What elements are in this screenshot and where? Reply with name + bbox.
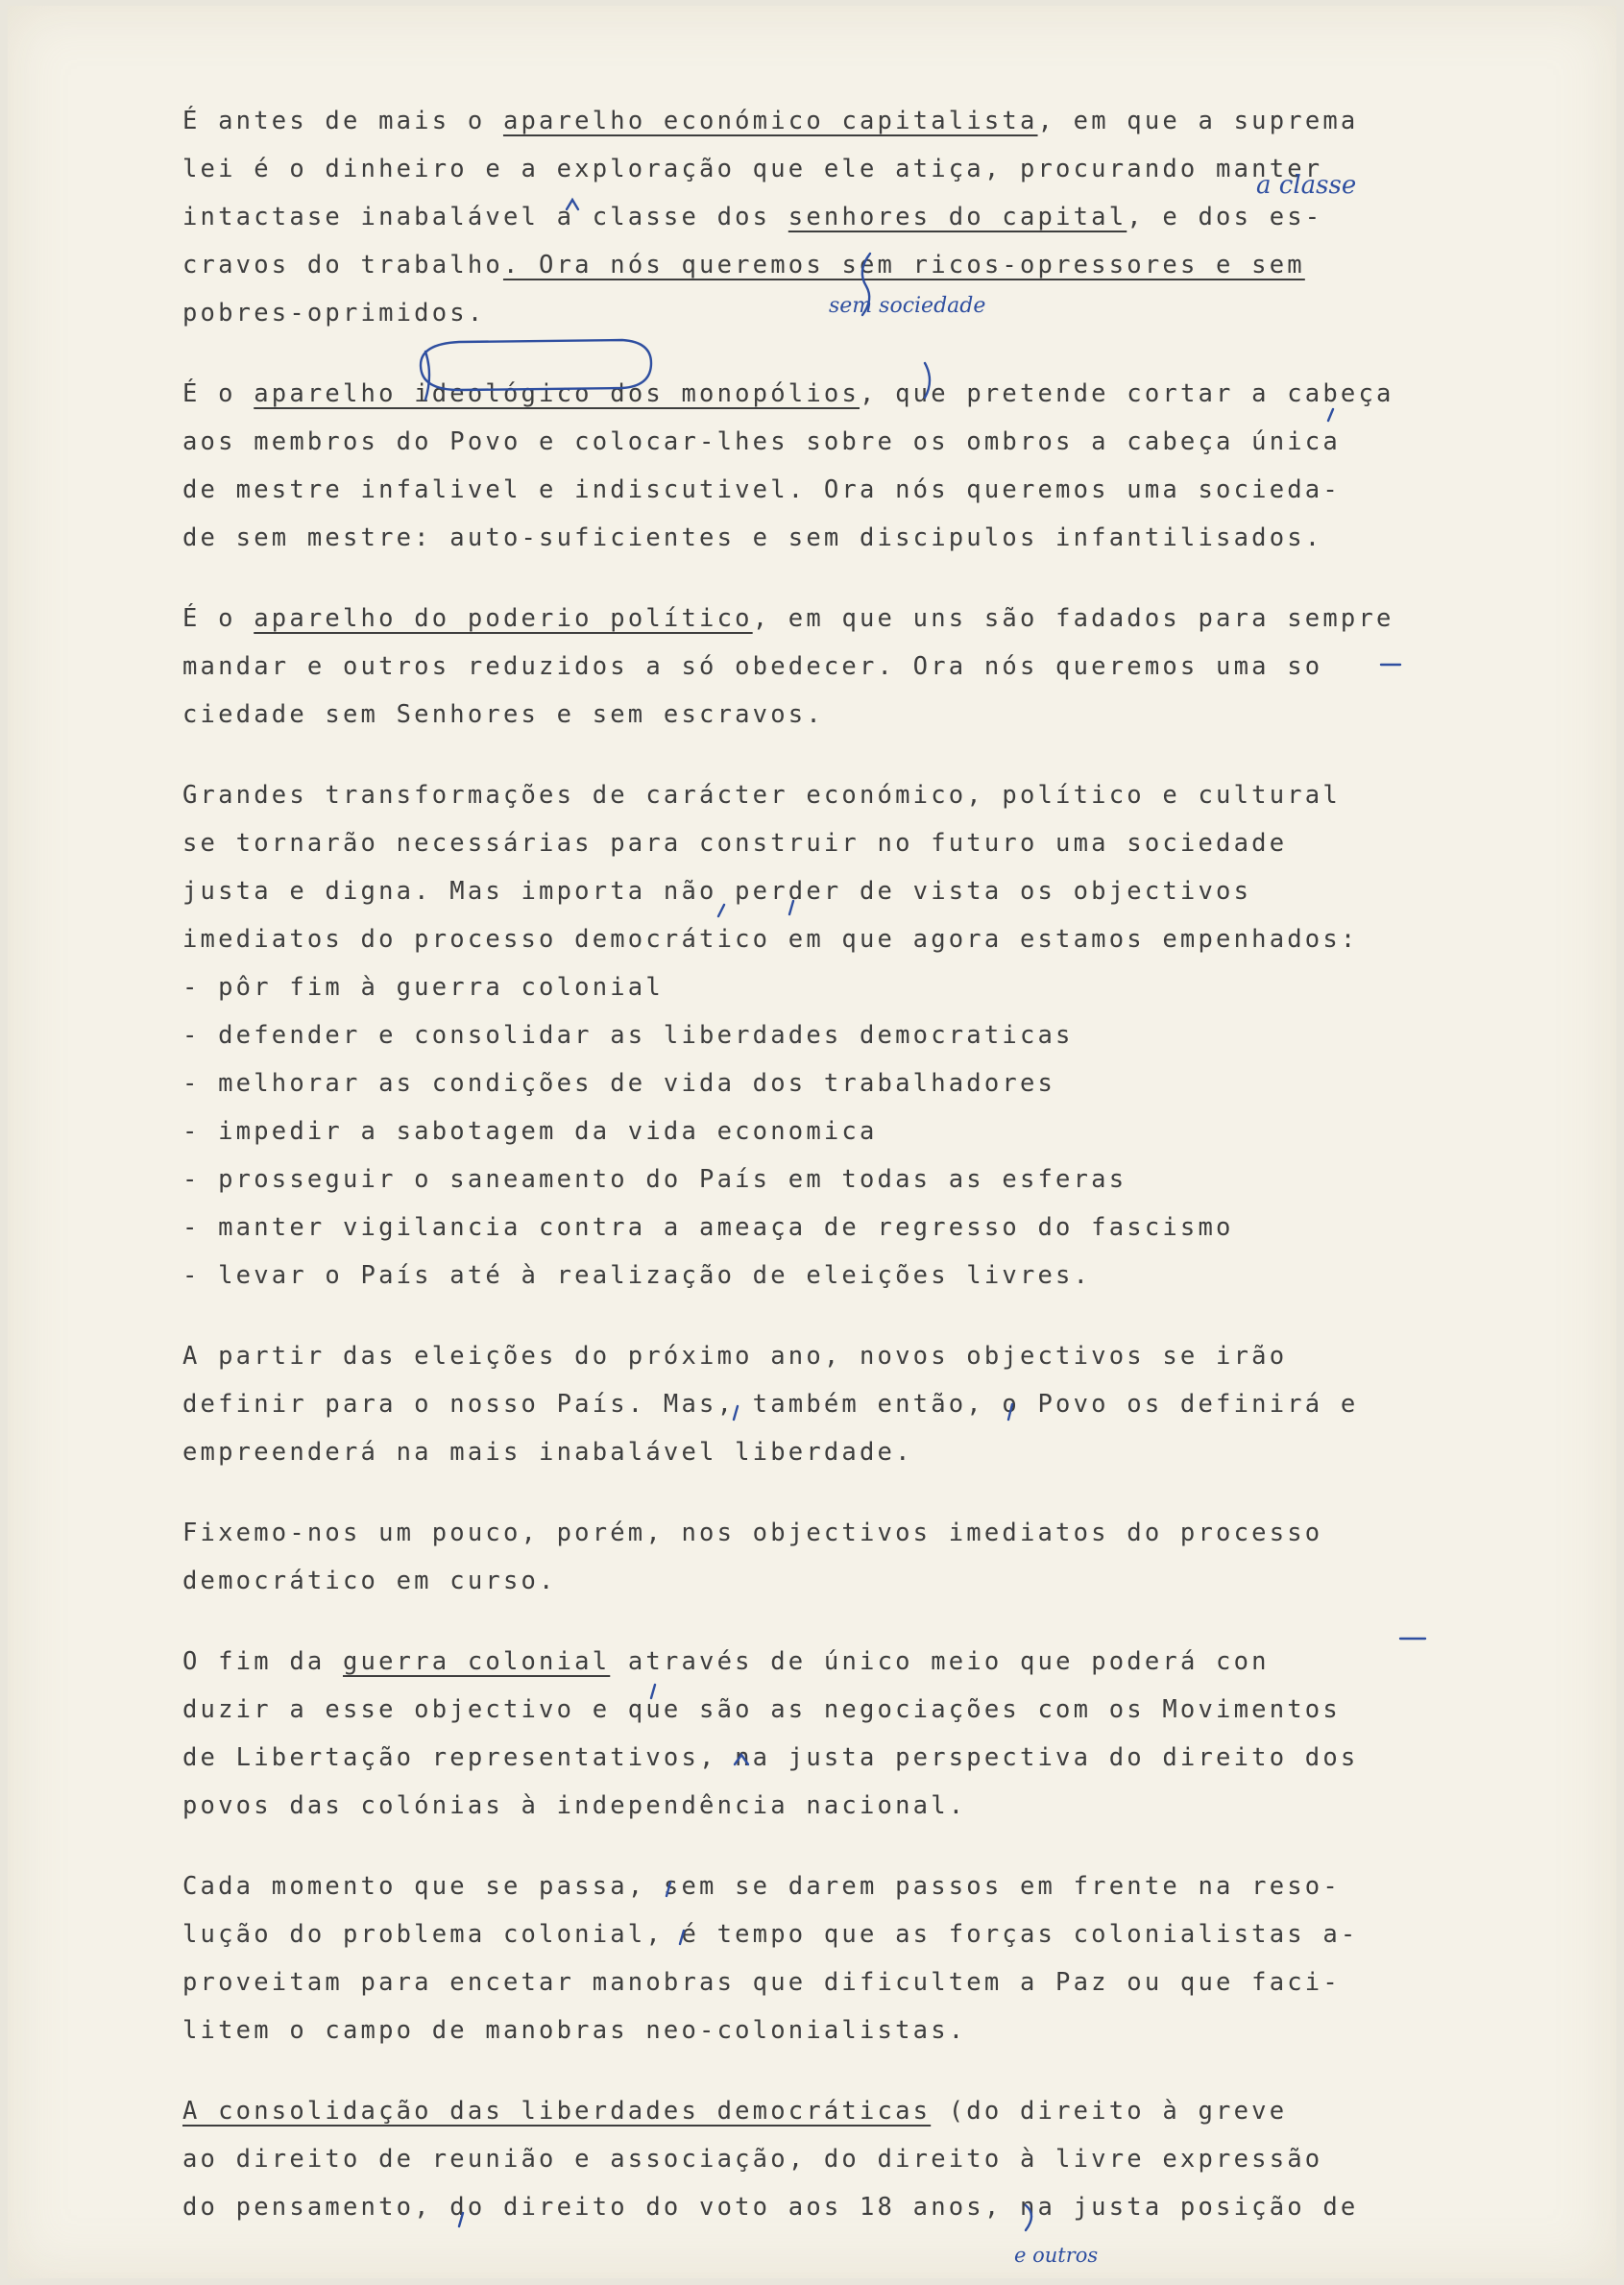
text-segment: É o [182, 604, 255, 633]
text-segment: - levar o País até à realização de eleições livres. [182, 1261, 1092, 1290]
text-segment: aos membros do Povo e colocar-lhes sobre os ombros a cabeça única [182, 427, 1341, 456]
text-segment: - pôr fim à guerra colonial [182, 973, 664, 1002]
text-segment: de mestre infalivel e indiscutivel. Ora nós queremos uma socieda- [182, 475, 1341, 504]
text-segment: proveitam para encetar manobras que dificultem a Paz ou que faci- [182, 1968, 1341, 1997]
text-segment: É antes de mais o [182, 107, 503, 135]
underlined-phrase: senhores do capital [788, 203, 1127, 231]
text-segment: povos das colónias à independência nacional. [182, 1791, 967, 1820]
text-segment: duzir a esse objectivo e que são as negociações com os Movimentos [182, 1695, 1341, 1724]
caret-mark [1328, 409, 1333, 421]
text-segment: através de único meio que poderá con [610, 1647, 1270, 1676]
caret-mark [789, 901, 793, 914]
text-segment: litem o campo de manobras neo-colonialistas. [182, 2016, 967, 2045]
text-segment: - impedir a sabotagem da vida economica [182, 1117, 878, 1146]
caret-mark [680, 1931, 684, 1944]
caret-mark [734, 1406, 738, 1420]
text-segment: É o [182, 379, 255, 408]
text-segment: se tornarão necessárias para construir no futuro uma sociedade [182, 829, 1288, 858]
text-segment: cravos do trabalho [182, 251, 503, 280]
text-segment: , em que uns são fadados para sempre [752, 604, 1394, 633]
text-segment: (do direito à greve [931, 2097, 1288, 2126]
text-segment: , e dos es- [1127, 203, 1323, 231]
caret-mark [718, 905, 724, 916]
text-segment: ao direito de reunião e associação, do direito à livre expressão [182, 2145, 1323, 2174]
bracket-mark [862, 254, 870, 315]
handwritten-note-sem-sociedade: sem sociedade [829, 294, 986, 318]
underlined-phrase: aparelho do poderio político [254, 604, 753, 633]
text-segment: mandar e outros reduzidos a só obedecer. Ora nós queremos uma so [182, 652, 1323, 681]
text-segment: lei é o dinheiro e a exploração que ele atiça, procurando manter [182, 155, 1323, 183]
insertion-mark [425, 352, 429, 400]
text-segment: - defender e consolidar as liberdades democraticas [182, 1021, 1074, 1050]
text-segment: , em que a suprema [1037, 107, 1359, 135]
caret-mark [459, 2213, 463, 2226]
text-segment: do pensamento, do direito do voto aos 18 anos, na justa posição de [182, 2193, 1359, 2222]
caret-mark [651, 1685, 655, 1698]
circle-ideologico-mark [421, 340, 651, 390]
bracket-monopolios-mark [925, 363, 930, 398]
text-segment: democrático em curso. [182, 1567, 557, 1595]
text-segment: - prosseguir o saneamento do País em todas as esferas [182, 1165, 1127, 1194]
bracket-mark [1026, 2205, 1031, 2230]
text-segment: lução do problema colonial, é tempo que as forças colonialistas a- [182, 1920, 1359, 1949]
handwritten-note-a-classe: a classe [1256, 171, 1357, 200]
caret-mark [667, 1883, 670, 1896]
text-segment: Cada momento que se passa, sem se darem passos em frente na reso- [182, 1872, 1341, 1901]
handwritten-note-e-outros: e outros [1014, 2244, 1099, 2267]
text-segment: imediatos do processo democrático em que agora estamos empenhados: [182, 925, 1359, 954]
underlined-phrase: guerra colonial [342, 1647, 611, 1676]
text-segment: definir para o nosso País. Mas, também então, o Povo os definirá e [182, 1390, 1359, 1419]
text-segment: empreenderá na mais inabalável liberdade. [182, 1438, 913, 1467]
text-segment: A partir das eleições do próximo ano, novos objectivos se irão [182, 1342, 1288, 1371]
text-segment: - melhorar as condições de vida dos trabalhadores [182, 1069, 1056, 1098]
text-segment: O fim da [182, 1647, 343, 1676]
underlined-phrase: aparelho económico capitalista [502, 107, 1038, 135]
caret-mark [735, 1755, 748, 1764]
pen-marks-layer [8, 6, 1616, 2278]
text-segment: Grandes transformações de carácter económico, político e cultural [182, 781, 1341, 810]
caret-mark [567, 200, 578, 209]
text-segment: Fixemo-nos um pouco, porém, nos objectivos imediatos do processo [182, 1519, 1323, 1547]
text-segment: - manter vigilancia contra a ameaça de regresso do fascismo [182, 1213, 1234, 1242]
document-page [8, 6, 1616, 2278]
text-segment: de Libertação representativos, na justa perspectiva do direito dos [182, 1743, 1359, 1772]
underlined-phrase: A consolidação das liberdades democráticas [182, 2097, 932, 2126]
text-segment: justa e digna. Mas importa não perder de vista os objectivos [182, 877, 1252, 906]
text-segment: pobres-oprimidos. [182, 299, 486, 328]
text-segment: ciedade sem Senhores e sem escravos. [182, 700, 824, 729]
text-segment: intactase inabalável a classe dos [182, 203, 788, 231]
text-segment: de sem mestre: auto-suficientes e sem discipulos infantilisados. [182, 523, 1323, 552]
underlined-phrase: aparelho ideológico dos monopólios [254, 379, 860, 408]
text-segment: , que pretende cortar a cabeça [860, 379, 1394, 408]
underlined-phrase: . Ora nós queremos sem ricos-opressores e sem [502, 251, 1305, 280]
caret-mark [1008, 1404, 1012, 1420]
